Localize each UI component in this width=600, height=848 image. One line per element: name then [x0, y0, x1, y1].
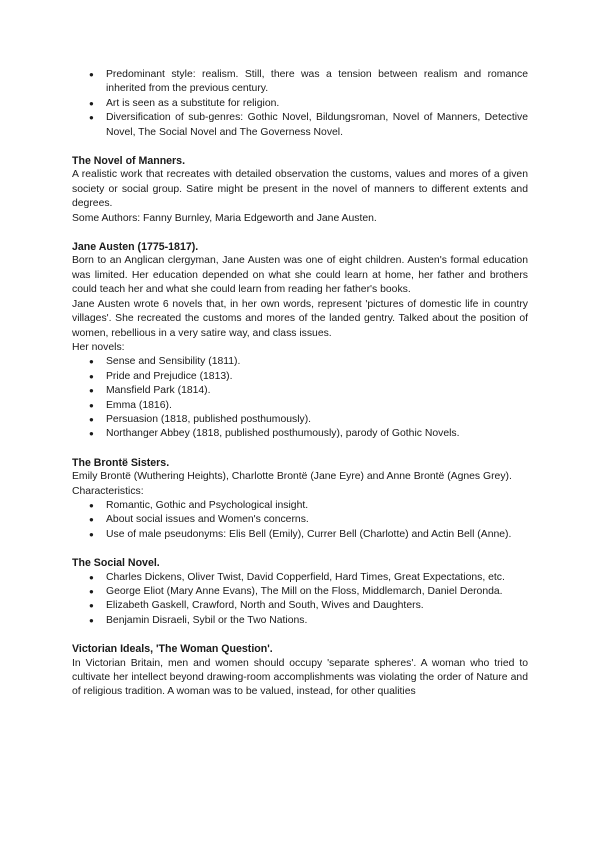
- paragraph: In Victorian Britain, men and women should occupy 'separate spheres'. A woman who tried to cultivate her intellect beyond drawing-room accomplishments was violating the order of Nature and of religious tradition. A woman was to be valued, instead, for other qualities: [72, 657, 528, 698]
- list-item: ● Use of male pseudonyms: Elis Bell (Emily), Currer Bell (Charlotte) and Actin Bell (Anne).: [80, 528, 528, 542]
- section-jane-austen: [72, 240, 528, 442]
- section-victorian-ideals: [72, 642, 528, 700]
- social-novel-list: [80, 571, 528, 629]
- section-heading: The Brontë Sisters.: [72, 456, 170, 469]
- paragraph: A realistic work that recreates with detailed observation the customs, values and mores of a given society or social group. Satire might be present in the novel of manners to different extents and degrees.: [72, 169, 528, 210]
- list-item: ● Predominant style: realism. Still, there was a tension between realism and romance inherited from the previous century.: [80, 68, 528, 97]
- section-novel-of-manners: [72, 154, 528, 226]
- list-item: ● Northanger Abbey (1818, published posthumously), parody of Gothic Novels.: [80, 427, 528, 441]
- section-heading: The Novel of Manners.: [72, 155, 186, 168]
- austen-novels-list: [80, 355, 528, 441]
- list-item: ● Diversification of sub-genres: Gothic Novel, Bildungsroman, Novel of Manners, Detective Novel, The Social Novel and The Governess Novel.: [80, 111, 528, 140]
- list-item: ● Art is seen as a substitute for religion.: [80, 97, 528, 111]
- list-item: ● Charles Dickens, Oliver Twist, David Copperfield, Hard Times, Great Expectations, etc.: [80, 571, 528, 585]
- bronte-characteristics-list: [80, 499, 528, 542]
- section-social-novel: [72, 556, 528, 628]
- section-heading: Victorian Ideals, 'The Woman Question'.: [72, 643, 273, 656]
- list-item: ● Sense and Sensibility (1811).: [80, 355, 528, 369]
- section-heading: Jane Austen (1775-1817).: [72, 241, 199, 254]
- list-item: ● Persuasion (1818, published posthumously).: [80, 413, 528, 427]
- list-item: ● Pride and Prejudice (1813).: [80, 370, 528, 384]
- intro-list: [80, 68, 528, 140]
- list-label: Characteristics:: [72, 485, 144, 497]
- document-content: [72, 68, 528, 700]
- paragraph: Born to an Anglican clergyman, Jane Austen was one of eight children. Austen's formal education was limited. Her education depended on what she could learn at home, her father and brothers could teach her and what she could learn from reading her father's books.: [72, 255, 528, 296]
- list-item: ● Benjamin Disraeli, Sybil or the Two Nations.: [80, 614, 528, 628]
- list-item: ● George Eliot (Mary Anne Evans), The Mill on the Floss, Middlemarch, Daniel Deronda.: [80, 585, 528, 599]
- list-item: ● Elizabeth Gaskell, Crawford, North and South, Wives and Daughters.: [80, 599, 528, 613]
- list-label: Her novels:: [72, 341, 125, 353]
- list-item: ● About social issues and Women's concerns.: [80, 513, 528, 527]
- list-item: ● Mansfield Park (1814).: [80, 384, 528, 398]
- section-bronte-sisters: [72, 456, 528, 542]
- paragraph: Emily Brontë (Wuthering Heights), Charlotte Brontë (Jane Eyre) and Anne Brontë (Agnes Grey).: [72, 471, 512, 483]
- section-heading: The Social Novel.: [72, 557, 160, 570]
- list-item: ● Romantic, Gothic and Psychological insight.: [80, 499, 528, 513]
- list-item: ● Emma (1816).: [80, 399, 528, 413]
- paragraph: Jane Austen wrote 6 novels that, in her own words, represent 'pictures of domestic life in country villages'. She recreated the customs and mores of the landed gentry. Talked about the position of women, rebellious in a very satire way, and class issues.: [72, 298, 528, 339]
- paragraph: Some Authors: Fanny Burnley, Maria Edgeworth and Jane Austen.: [72, 212, 377, 224]
